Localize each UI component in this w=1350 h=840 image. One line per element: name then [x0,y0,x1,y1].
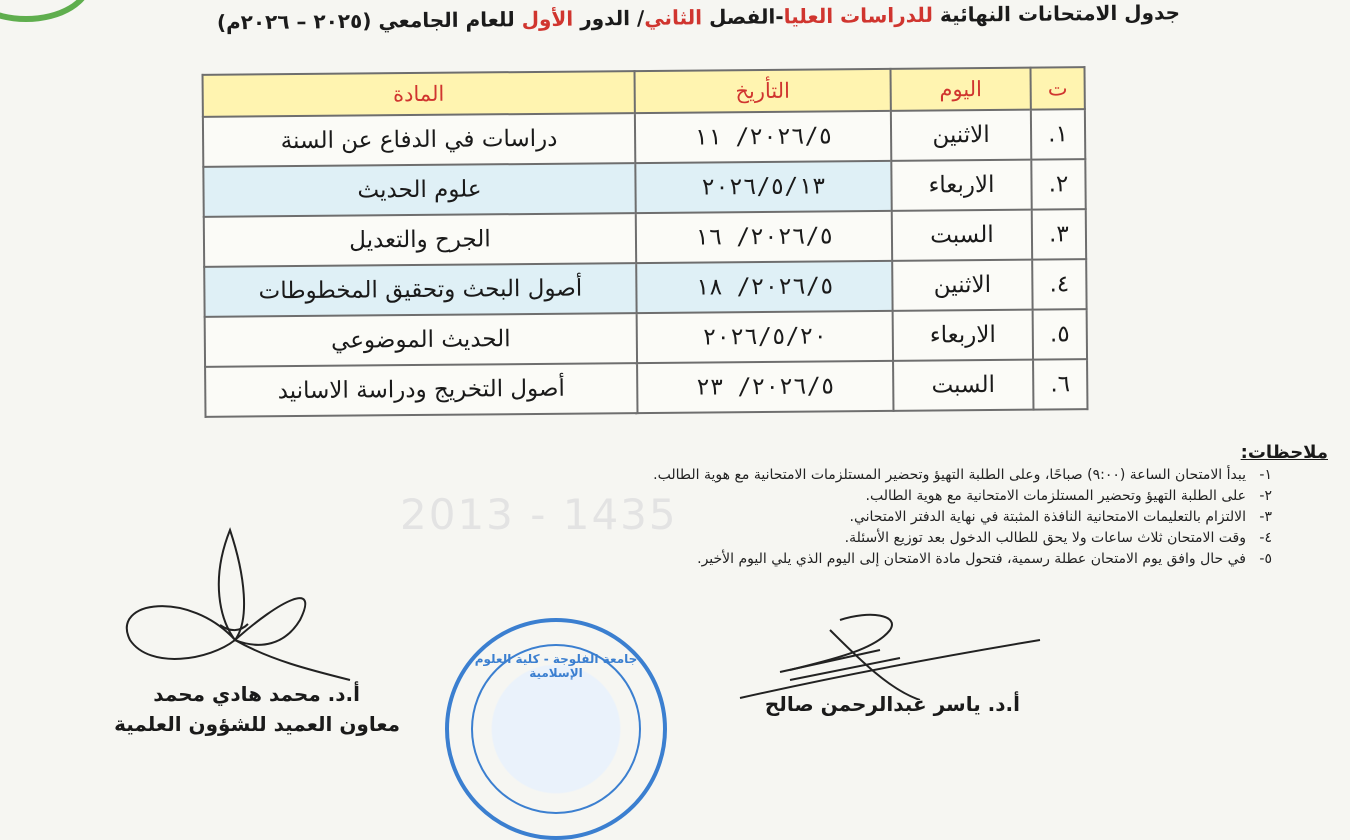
note-number: ٤- [1259,530,1272,546]
note-text: على الطلبة التهيؤ وتحضير المستلزمات الامتحانية مع هوية الطالب. [865,488,1246,504]
note-item [228,486,1272,507]
table-row [205,309,1087,367]
row-subject: أصول البحث وتحقيق المخطوطات [204,263,636,317]
row-num: ٤. [1032,259,1086,309]
row-date: ٢٠٢٦/٥/ ١٦ [636,211,892,263]
header-day: اليوم [890,68,1030,111]
row-day: السبت [892,210,1032,261]
row-date: ٢٠٢٦/٥/٢٠ [637,311,893,363]
row-num: ٦. [1033,359,1087,409]
note-item [228,465,1272,486]
row-num: ١. [1031,109,1085,159]
table-row [203,159,1085,217]
note-text: وقت الامتحان ثلاث ساعات ولا يحق للطالب الدخول بعد توزيع الأسئلة. [844,530,1246,546]
note-number: ٣- [1259,509,1272,525]
signature-block-right [720,600,1060,730]
signature-scribble-right [720,600,1060,700]
stamp-text: جامعة الفلوجة - كلية العلوم الإسلامية [474,652,638,680]
row-date: ٢٠٢٦/٥/ ٢٣ [637,361,893,413]
watermark: 2013 - 1435 [400,490,678,539]
row-subject: الجرح والتعديل [204,213,636,267]
row-num: ٣. [1032,209,1086,259]
table-row [204,209,1086,267]
title-segment: جدول الامتحانات النهائية [932,0,1181,27]
header-num: ت [1030,67,1084,109]
left-signatory-name: أ.د. محمد هادي محمد [153,682,360,706]
row-num: ٥. [1033,309,1087,359]
header-subject: المادة [203,71,635,117]
table-row [205,359,1087,417]
left-signatory-role: معاون العميد للشؤون العلمية [114,712,400,736]
row-day: السبت [893,360,1033,411]
row-subject: علوم الحديث [203,163,635,217]
notes-heading: ملاحظات: [1240,442,1328,463]
row-day: الاربعاء [893,310,1033,361]
row-subject: دراسات في الدفاع عن السنة [203,113,635,167]
row-date: ٢٠٢٦/٥/ ١١ [635,111,891,163]
notes-list [228,465,1328,570]
title-segment: للدراسات العليا [783,2,934,29]
row-day: الاربعاء [891,160,1031,211]
title-segment: الثاني [644,5,703,30]
title-segment: / الدور [573,5,645,31]
exam-schedule-table [202,66,1089,418]
row-subject: الحديث الموضوعي [205,313,637,367]
note-text: في حال وافق يوم الامتحان عطلة رسمية، فتحول مادة الامتحان إلى اليوم الذي يلي اليوم الأخير. [697,551,1246,567]
signature-block-left [70,520,400,740]
row-num: ٢. [1031,159,1085,209]
note-text: يبدأ الامتحان الساعة (٩:٠٠) صباحًا، وعلى الطلبة التهيؤ وتحضير المستلزمات الامتحانية مع هوية الطالب. [653,467,1246,483]
note-number: ٢- [1259,488,1272,504]
note-number: ٥- [1259,551,1272,567]
table-row [203,109,1085,167]
note-text: الالتزام بالتعليمات الامتحانية النافذة المثبتة في نهاية الدفتر الامتحاني. [849,509,1246,525]
header-date: التأريخ [635,69,891,113]
title-segment: للعام الجامعي (٢٠٢٥ – ٢٠٢٦م) [216,7,522,35]
row-day: الاثنين [891,110,1031,161]
table-row [204,259,1086,317]
row-subject: أصول التخريج ودراسة الاسانيد [205,363,637,417]
title-segment: -الفصل [701,4,784,30]
official-stamp [445,618,667,840]
row-day: الاثنين [892,260,1032,311]
notes-section [228,442,1328,570]
signature-scribble-left [70,520,390,690]
page-title [80,0,1180,36]
note-number: ١- [1259,467,1272,483]
logo-arc [0,0,92,22]
row-date: ٢٠٢٦/٥/١٣ [635,161,891,213]
right-signatory-name: أ.د. ياسر عبدالرحمن صالح [764,692,1020,716]
row-date: ٢٠٢٦/٥/ ١٨ [636,261,892,313]
title-segment: الأول [521,6,574,32]
